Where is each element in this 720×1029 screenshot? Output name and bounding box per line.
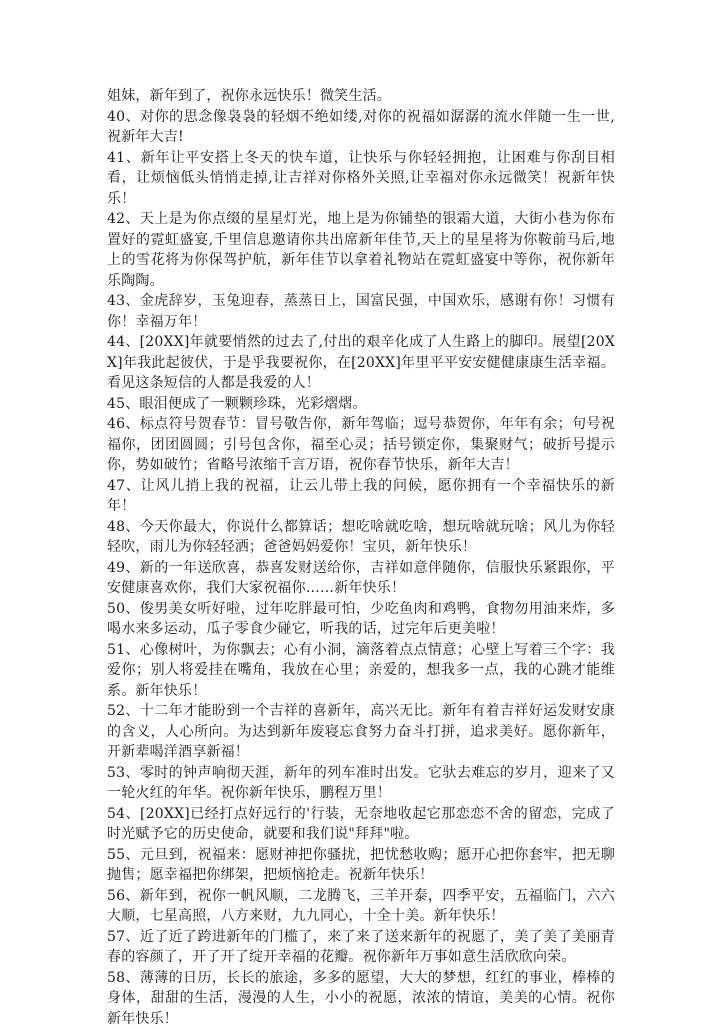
paragraph-40: 40、对你的思念像袅袅的轻烟不绝如缕,对你的祝福如潺潺的流水伴随一生一世,祝新年大吉!: [107, 107, 615, 148]
paragraph-48: 48、今天你最大，你说什么都算话；想吃啥就吃啥，想玩啥就玩啥；风儿为你轻轻吹，雨儿为你轻轻洒；爸爸妈妈爱你！宝贝，新年快乐！: [107, 517, 615, 558]
paragraph-57: 57、近了近了跨进新年的门槛了，来了来了送来新年的祝愿了，美了美了美丽青春的容颜了，开了开了绽开幸福的花瓣。祝你新年万事如意生活欣欣向荣。: [107, 927, 615, 968]
paragraph-sisters: 姐妹，新年到了，祝你永远快乐！微笑生活。: [107, 86, 615, 107]
paragraph-52: 52、十二年才能盼到一个吉祥的喜新年，高兴无比。新年有着吉祥好运发财安康的含义，人心所向。为达到新年废寝忘食努力奋斗打拼，追求美好。愿你新年，开新辈喝洋酒享新福！: [107, 701, 615, 763]
paragraph-46: 46、标点符号贺春节：冒号敬告你，新年驾临；逗号恭贺你，年年有余；句号祝福你，团团圆圆；引号包含你，福至心灵；括号锁定你，集聚财气；破折号提示你，势如破竹；省略号浓缩千言万语，祝你春节快乐，新年大吉！: [107, 414, 615, 476]
paragraph-58: 58、薄薄的日历，长长的旅途，多多的愿望，大大的梦想，红红的事业，棒棒的身体，甜甜的生活，漫漫的人生，小小的祝愿，浓浓的情谊，美美的心情。祝你新年快乐！: [107, 968, 615, 1029]
paragraph-50: 50、俊男美女听好啦，过年吃胖最可怕，少吃鱼肉和鸡鸭，食物勿用油来炸，多喝水来多运动，瓜子零食少碰它，听我的话，过完年后更美啦！: [107, 599, 615, 640]
document-page: [107, 86, 615, 1029]
paragraph-55: 55、元旦到，祝福来：愿财神把你骚扰，把忧愁收购；愿开心把你套牢，把无聊抛售；愿幸福把你绑架，把烦恼抢走。祝新年快乐！: [107, 845, 615, 886]
paragraph-41: 41、新年让平安搭上冬天的快车道，让快乐与你轻轻拥抱，让困难与你刮目相看，让烦恼低头悄悄走掉,让吉祥对你格外关照,让幸福对你永远微笑！祝新年快乐！: [107, 148, 615, 210]
paragraph-56: 56、新年到，祝你一帆风顺，二龙腾飞，三羊开泰，四季平安，五福临门，六六大顺，七星高照，八方来财，九九同心，十全十美。新年快乐！: [107, 886, 615, 927]
paragraph-53: 53、零时的钟声响彻天涯，新年的列车准时出发。它驮去难忘的岁月，迎来了又一轮火红的年华。祝你新年快乐，鹏程万里！: [107, 763, 615, 804]
paragraph-49: 49、新的一年送欣喜，恭喜发财送给你，吉祥如意伴随你，信服快乐紧跟你，平安健康喜欢你，我们大家祝福你……新年快乐！: [107, 558, 615, 599]
paragraph-54: 54、[20XX]已经打点好远行的'行装，无奈地收起它那恋恋不舍的留恋，完成了时光赋予它的历史使命，就要和我们说"拜拜"啦。: [107, 804, 615, 845]
paragraph-44: 44、[20XX]年就要悄然的过去了,付出的艰辛化成了人生路上的脚印。展望[20XX]年我此起彼伏，于是乎我要祝你，在[20XX]年里平平安安健健康康生活幸福。看见这条短信的人都是我爱的人！: [107, 332, 615, 394]
paragraph-43: 43、金虎辞岁，玉兔迎春，蒸蒸日上，国富民强，中国欢乐，感谢有你！习惯有你！幸福万年！: [107, 291, 615, 332]
paragraph-45: 45、眼泪便成了一颗颗珍珠，光彩熠熠。: [107, 394, 615, 415]
paragraph-42: 42、天上是为你点缀的星星灯光，地上是为你铺垫的银霜大道，大街小巷为你布置好的霓虹盛宴,千里信息邀请你共出席新年佳节,天上的星星将为你鞍前马后,地上的雪花将为你保驾护航，新年佳节以拿着礼物站在霓虹盛宴中等你，祝你新年乐陶陶。: [107, 209, 615, 291]
paragraph-51: 51、心像树叶，为你飘去；心有小洞，滴落着点点情意；心壁上写着三个字：我爱你；别人将爱挂在嘴角，我放在心里；亲爱的，想我多一点，我的心跳才能维系。新年快乐！: [107, 640, 615, 702]
paragraph-47: 47、让风儿捎上我的祝福，让云儿带上我的问候，愿你拥有一个幸福快乐的新年！: [107, 476, 615, 517]
